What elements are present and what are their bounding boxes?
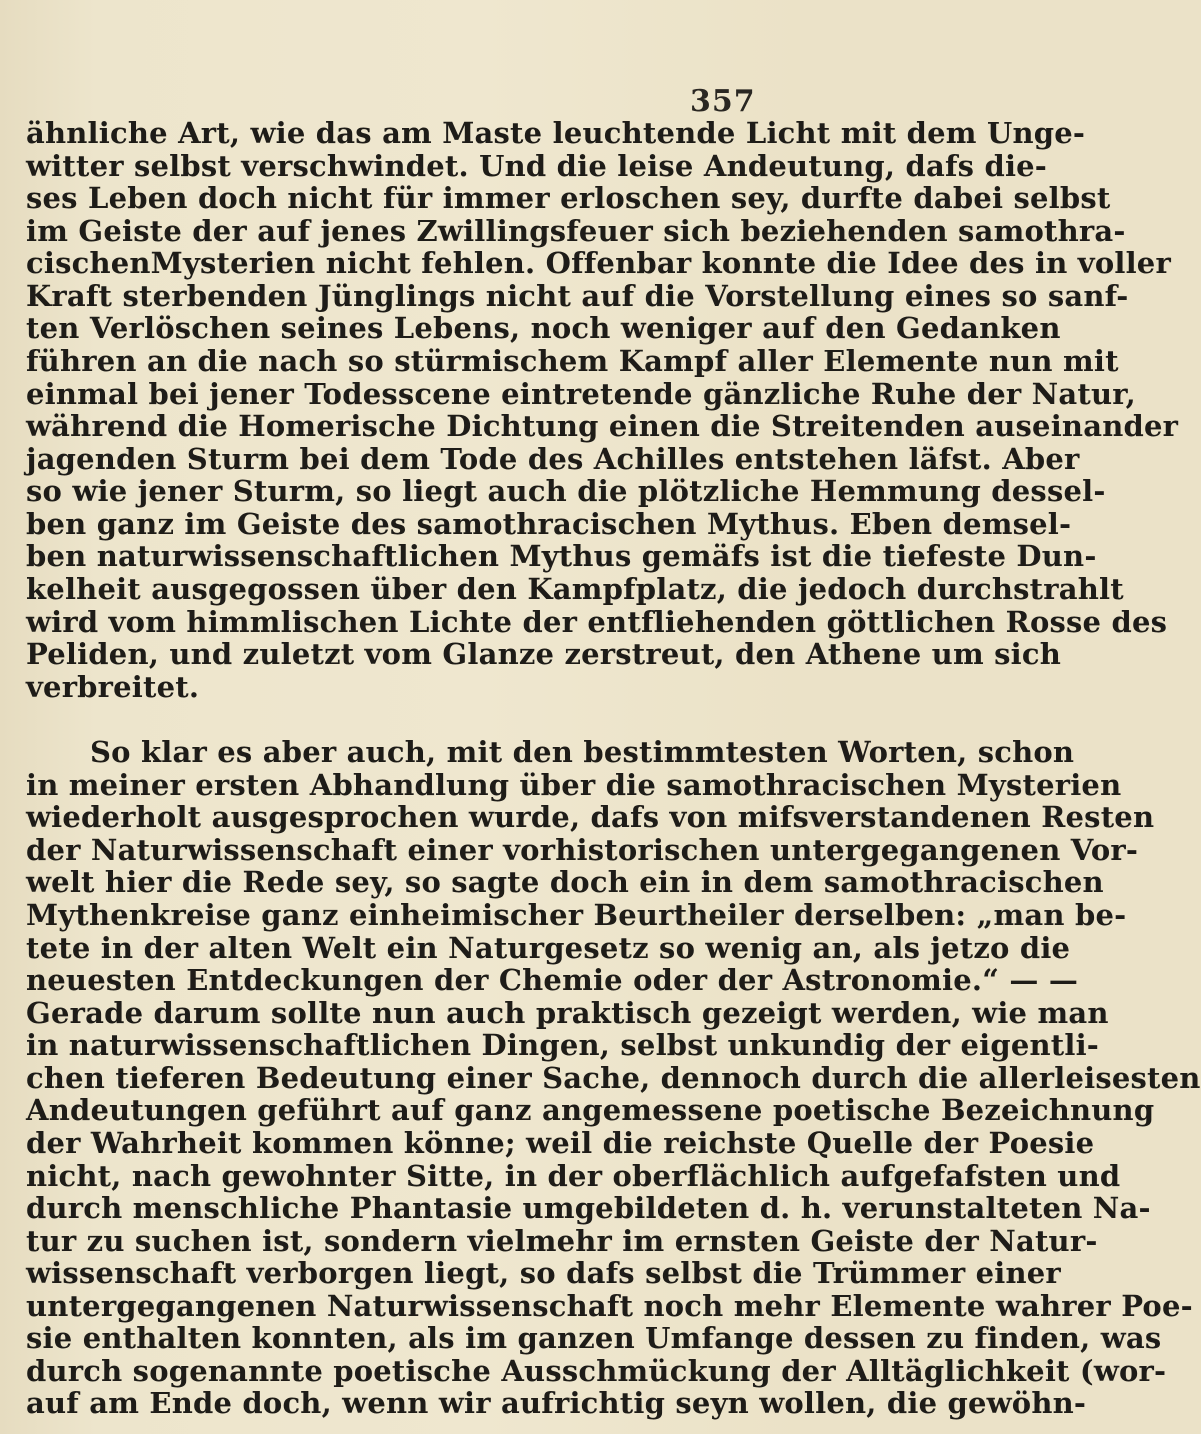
- text-line: sie enthalten konnten, als im ganzen Umfange dessen zu finden, was: [26, 1321, 1162, 1356]
- text-line: neuesten Entdeckungen der Chemie oder der Astronomie.“ — —: [26, 963, 1079, 998]
- text-line: cischenMysterien nicht fehlen. Offenbar konnte die Idee des in voller: [26, 246, 1171, 281]
- text-line: Gerade darum sollte nun auch praktisch gezeigt werden, wie man: [26, 995, 1109, 1030]
- text-line: während die Homerische Dichtung einen die Streitenden auseinander: [26, 409, 1179, 444]
- text-line: welt hier die Rede sey, so sagte doch ein in dem samothracischen: [26, 865, 1104, 900]
- text-line: Kraft sterbenden Jünglings nicht auf die Vorstellung eines so sanf-: [26, 278, 1129, 313]
- text-line: Mythenkreise ganz einheimischer Beurtheiler derselben: „man be-: [26, 898, 1127, 932]
- text-line: wird vom himmlischen Lichte der entfliehenden göttlichen Rosse des: [26, 604, 1168, 639]
- text-line: ten Verlöschen seines Lebens, noch weniger auf den Gedanken: [26, 311, 1061, 346]
- text-line: wiederholt ausgesprochen wurde, dafs von mifsverstandenen Resten: [26, 800, 1155, 835]
- text-line: so wie jener Sturm, so liegt auch die plötzliche Hemmung dessel-: [26, 474, 1106, 509]
- text-line: verbreitet.: [26, 669, 200, 704]
- text-line: einmal bei jener Todesscene eintretende gänzliche Ruhe der Natur,: [26, 376, 1136, 411]
- text-line: tete in der alten Welt ein Naturgesetz so wenig an, als jetzo die: [26, 930, 1071, 965]
- text-line: kelheit ausgegossen über den Kampfplatz, die jedoch durchstrahlt: [26, 571, 1124, 606]
- text-line: Peliden, und zuletzt vom Glanze zerstreut, den Athene um sich: [26, 637, 1062, 671]
- text-line: chen tieferen Bedeutung einer Sache, dennoch durch die allerleisesten: [26, 1060, 1201, 1095]
- text-line: in naturwissenschaftlichen Dingen, selbst unkundig der eigentli-: [26, 1028, 1100, 1063]
- text-line: nicht, nach gewohnter Sitte, in der oberflächlich aufgefafsten und: [26, 1158, 1121, 1193]
- text-line: witter selbst verschwindet. Und die leise Andeutung, dafs die-: [26, 148, 1048, 183]
- text-line: ben ganz im Geiste des samothracischen Mythus. Eben demsel-: [26, 506, 1072, 541]
- text-line: durch menschliche Phantasie umgebildeten d. h. verunstalteten Na-: [26, 1191, 1151, 1226]
- text-line: ben naturwissenschaftlichen Mythus gemäfs ist die tiefeste Dun-: [26, 539, 1097, 574]
- text-line: Andeutungen geführt auf ganz angemessene poetische Bezeichnung: [26, 1093, 1155, 1128]
- text-line: ähnliche Art, wie das am Maste leuchtende Licht mit dem Unge-: [26, 116, 1086, 150]
- text-line: wissenschaft verborgen liegt, so dafs selbst die Trümmer einer: [26, 1256, 1061, 1291]
- text-line: untergegangenen Naturwissenschaft noch mehr Elemente wahrer Poe-: [26, 1288, 1193, 1323]
- text-line: der Naturwissenschaft einer vorhistorischen untergegangenen Vor-: [26, 832, 1139, 867]
- text-line: auf am Ende doch, wenn wir aufrichtig seyn wollen, die gewöhn-: [26, 1386, 1087, 1421]
- text-line: tur zu suchen ist, sondern vielmehr im ernsten Geiste der Natur-: [26, 1223, 1098, 1258]
- text-line: durch sogenannte poetische Ausschmückung der Alltäglichkeit (wor-: [26, 1353, 1167, 1388]
- text-line: jagenden Sturm bei dem Tode des Achilles entstehen läfst. Aber: [26, 441, 1080, 476]
- text-line: im Geiste der auf jenes Zwillingsfeuer sich beziehenden samothra-: [26, 213, 1126, 248]
- page-number: 357: [690, 84, 756, 119]
- text-line: So klar es aber auch, mit den bestimmtesten Worten, schon: [90, 735, 1075, 770]
- text-line: führen an die nach so stürmischem Kampf aller Elemente nun mit: [26, 343, 1119, 378]
- text-line: in meiner ersten Abhandlung über die samothracischen Mysterien: [26, 767, 1122, 802]
- text-line: der Wahrheit kommen könne; weil die reichste Quelle der Poesie: [26, 1125, 1095, 1160]
- text-line: ses Leben doch nicht für immer erloschen sey, durfte dabei selbst: [26, 181, 1111, 216]
